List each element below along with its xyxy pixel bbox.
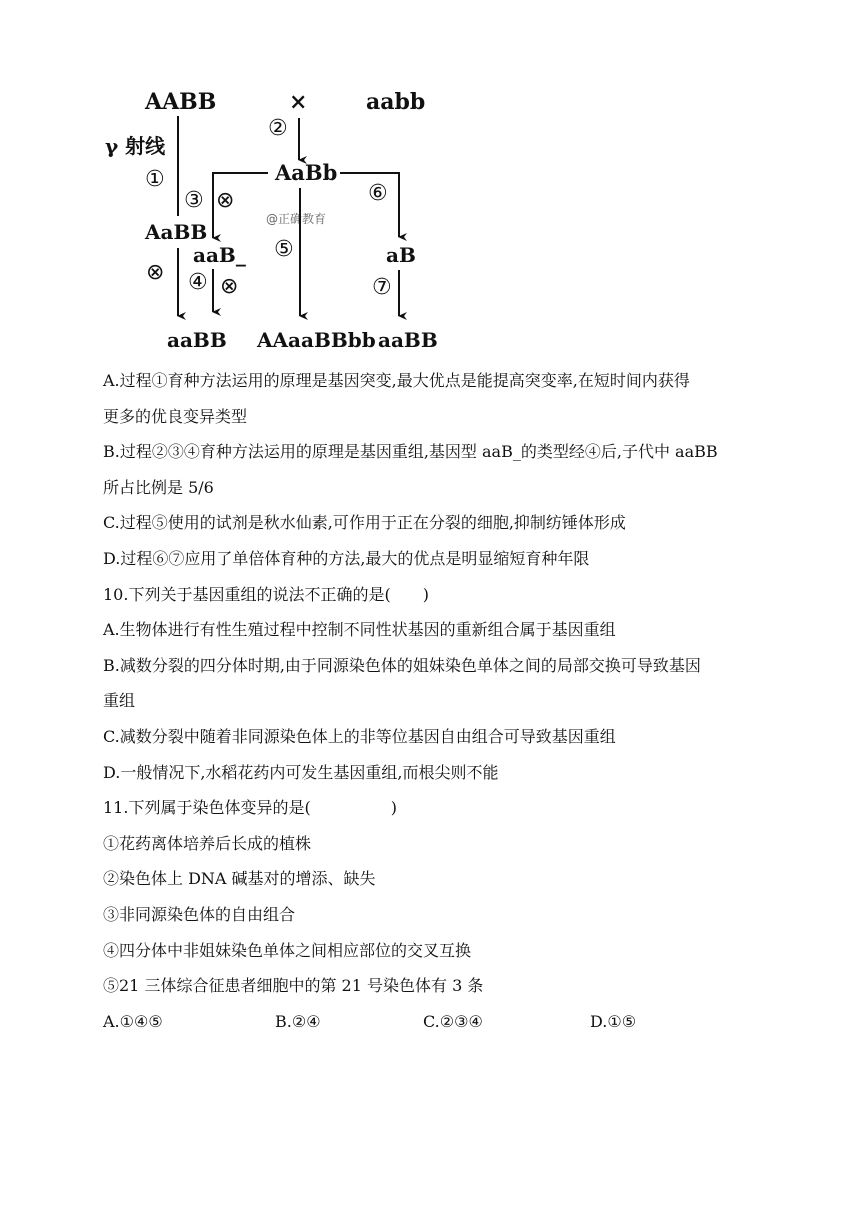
step-4-label: ④ bbox=[188, 270, 208, 295]
step-3-label: ③ bbox=[184, 188, 204, 213]
breeding-diagram bbox=[0, 0, 860, 360]
q11-choice-c[interactable]: C.②③④ bbox=[423, 1011, 483, 1031]
q9-option-a-cont: 更多的优良变异类型 bbox=[103, 406, 248, 426]
q11-item-5: ⑤21 三体综合征患者细胞中的第 21 号染色体有 3 条 bbox=[103, 976, 484, 996]
haploid-ab: aB bbox=[386, 243, 416, 267]
q10-option-a: A.生物体进行有性生殖过程中控制不同性状基因的重新组合属于基因重组 bbox=[103, 620, 616, 640]
q10-option-c: C.减数分裂中随着非同源染色体上的非等位基因自由组合可导致基因重组 bbox=[103, 726, 616, 746]
q11-item-2: ②染色体上 DNA 碱基对的增添、缺失 bbox=[103, 869, 376, 889]
parent-aabb-right: aabb bbox=[366, 89, 426, 115]
step-5-label: ⑤ bbox=[274, 237, 294, 262]
result-aabb-1: aaBB bbox=[167, 328, 227, 352]
self-cross-4: ⊗ bbox=[220, 274, 239, 299]
step-6-label: ⑥ bbox=[368, 181, 388, 206]
result-aabb-3: aaBB bbox=[378, 328, 438, 352]
q10-option-d: D.一般情况下,水稻花药内可发生基因重组,而根尖则不能 bbox=[103, 762, 499, 782]
q10-option-b-cont: 重组 bbox=[103, 691, 136, 711]
gamma-ray-label: γ 射线 bbox=[105, 134, 166, 158]
q11-choice-d[interactable]: D.①⑤ bbox=[590, 1011, 637, 1031]
q11-item-3: ③非同源染色体的自由组合 bbox=[103, 904, 296, 924]
cross-symbol: × bbox=[289, 89, 308, 115]
q9-option-a: A.过程①育种方法运用的原理是基因突变,最大优点是能提高突变率,在短时间内获得 bbox=[103, 371, 690, 390]
f1-aabb: AaBb bbox=[275, 160, 338, 185]
q10-stem: 10.下列关于基因重组的说法不正确的是( ) bbox=[103, 584, 429, 604]
result-tetraploid: AAaaBBbb bbox=[257, 328, 376, 352]
q10-option-b: B.减数分裂的四分体时期,由于同源染色体的姐妹染色单体之间的局部交换可导致基因 bbox=[103, 655, 701, 675]
q9-option-c: C.过程⑤使用的试剂是秋水仙素,可作用于正在分裂的细胞,抑制纺锤体形成 bbox=[103, 513, 626, 533]
q11-choice-a[interactable]: A.①④⑤ bbox=[103, 1011, 163, 1031]
q9-option-b: B.过程②③④育种方法运用的原理是基因重组,基因型 aaB_的类型经④后,子代中 aaBB bbox=[103, 442, 718, 462]
q11-item-4: ④四分体中非姐妹染色单体之间相应部位的交叉互换 bbox=[103, 940, 472, 960]
q9-option-d: D.过程⑥⑦应用了单倍体育种的方法,最大的优点是明显缩短育种年限 bbox=[103, 548, 590, 568]
genotype-aab-dash: aaB_ bbox=[193, 243, 246, 267]
mutant-aabb: AaBB bbox=[145, 220, 208, 244]
q9-option-b-cont: 所占比例是 5/6 bbox=[103, 477, 214, 497]
watermark: @正确教育 bbox=[266, 212, 327, 226]
q11-item-1: ①花药离体培养后长成的植株 bbox=[103, 833, 312, 853]
self-cross-1: ⊗ bbox=[146, 260, 165, 285]
self-cross-3: ⊗ bbox=[216, 188, 235, 213]
step-2-label: ② bbox=[268, 116, 288, 141]
step-7-label: ⑦ bbox=[372, 275, 392, 300]
q11-stem: 11.下列属于染色体变异的是( ) bbox=[103, 798, 397, 818]
q11-choice-b[interactable]: B.②④ bbox=[275, 1011, 321, 1031]
q11-choices bbox=[103, 1004, 763, 1040]
parent-aabb-left: AABB bbox=[145, 89, 217, 115]
question-content bbox=[103, 363, 763, 1039]
step-1-label: ① bbox=[145, 167, 165, 192]
